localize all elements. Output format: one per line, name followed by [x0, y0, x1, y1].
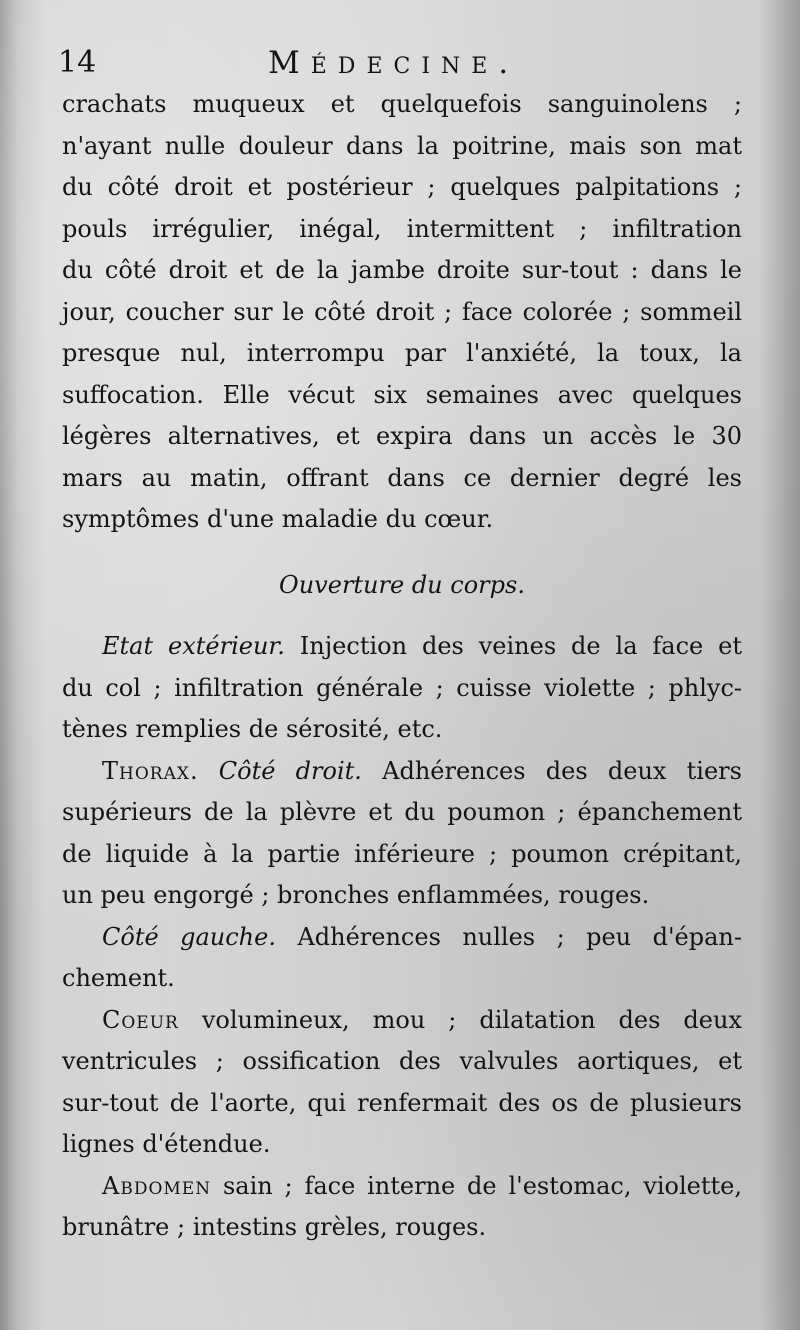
text-line: supérieurs de la plèvre et du poumon ; épanchement	[62, 798, 742, 826]
page-number: 14	[58, 45, 97, 80]
text-line: pouls irrégulier, inégal, intermittent ; infiltration	[62, 214, 742, 243]
text-line: crachats muqueux et quelquefois sanguinolens ;	[62, 90, 742, 118]
cote-gauche-label: Côté gauche.	[102, 922, 276, 951]
text-line: légères alternatives, et expira dans un accès le 30	[62, 422, 742, 450]
text-line: symptômes d'une maladie du cœur.	[62, 505, 494, 533]
thorax-sub-label: Côté droit.	[218, 756, 362, 785]
etat-text: Injection des veines de la face et	[299, 632, 742, 660]
text-line: ventricules ; ossification des valvules aortiques, et	[62, 1047, 742, 1075]
coeur-text: volumineux, mou ; dilatation des deux	[201, 1005, 742, 1034]
abdomen-label: Abdomen	[102, 1171, 212, 1200]
running-head	[58, 40, 758, 86]
etat-label: Etat extérieur.	[102, 632, 285, 660]
text-line: jour, coucher sur le côté droit ; face colorée ; sommeil	[62, 297, 742, 326]
text-line: de liquide à la partie inférieure ; poumon crépitant,	[62, 839, 742, 868]
text-line: lignes d'étendue.	[62, 1130, 271, 1158]
text-line: suffocation. Elle vécut six semaines avec quelques	[62, 380, 742, 409]
text-line: mars au matin, offrant dans ce dernier degré les	[62, 463, 742, 492]
thorax-text: Adhérences des deux tiers	[382, 756, 742, 785]
text-line: du col ; infiltration générale ; cuisse violette ; phlyc-	[62, 673, 742, 702]
thorax-label: Thorax.	[102, 756, 199, 785]
coeur-label: Coeur	[102, 1005, 179, 1034]
text-line: presque nul, interrompu par l'anxiété, la toux, la	[62, 339, 742, 367]
body-text	[62, 84, 742, 1249]
section-heading: Ouverture du corps.	[279, 570, 525, 599]
abdomen-line-1	[62, 1166, 742, 1208]
thorax-line-1	[62, 751, 742, 793]
text-line: du côté droit et postérieur ; quelques palpitations ;	[62, 173, 742, 201]
coeur-line-1	[62, 1000, 742, 1042]
running-title: Médecine.	[268, 45, 520, 81]
etat-line-1	[62, 626, 742, 668]
text-line: brunâtre ; intestins grèles, rouges.	[62, 1213, 487, 1241]
text-line: du côté droit et de la jambe droite sur-tout : dans le	[62, 256, 742, 284]
text-line: tènes remplies de sérosité, etc.	[62, 715, 443, 743]
text-line: un peu engorgé ; bronches enflammées, rouges.	[62, 881, 650, 909]
cote-gauche-line-1	[62, 917, 742, 959]
text-line: chement.	[62, 964, 175, 992]
text-line: n'ayant nulle douleur dans la poitrine, mais son mat	[62, 131, 742, 160]
cote-gauche-text: Adhérences nulles ; peu d'épan-	[297, 922, 742, 951]
abdomen-text: sain ; face interne de l'estomac, violette,	[222, 1171, 742, 1200]
text-line: sur-tout de l'aorte, qui renfermait des os de plusieurs	[62, 1088, 742, 1117]
